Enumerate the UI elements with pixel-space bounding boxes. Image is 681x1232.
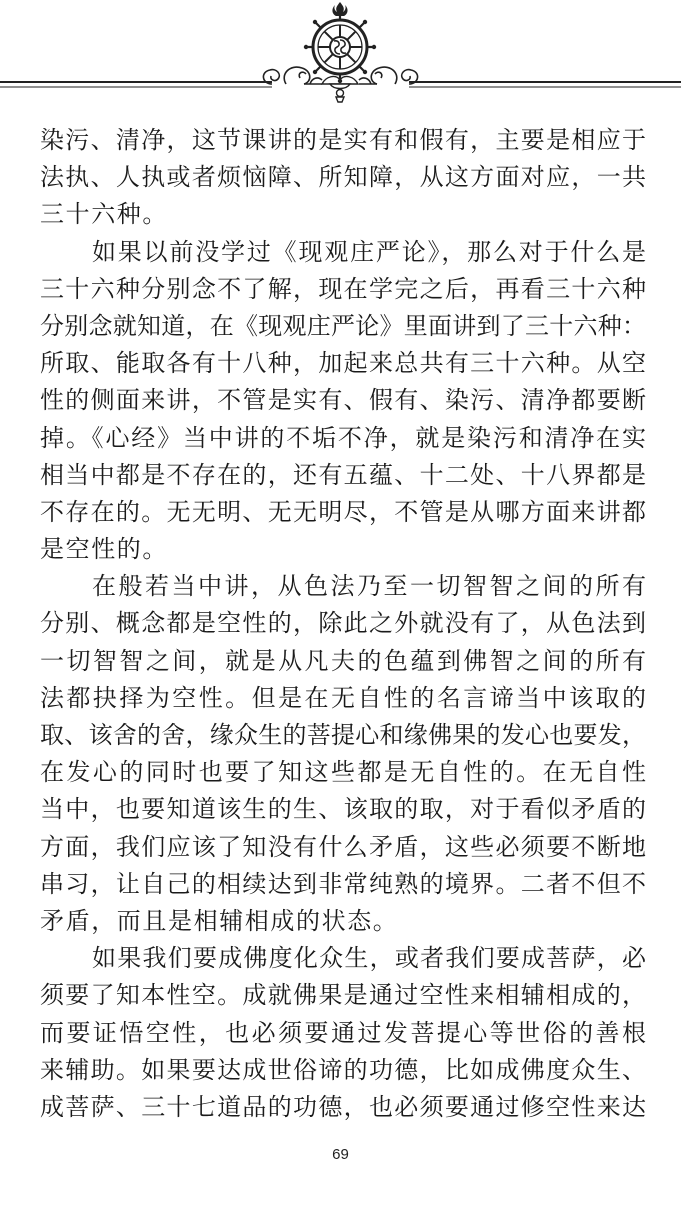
text-line: 成菩萨、三十七道品的功德，也必须要通过修空性来达 (40, 1092, 646, 1121)
text-line: 在般若当中讲，从色法乃至一切智智之间的所有 (92, 572, 646, 601)
text-line: 法执、人执或者烦恼障、所知障，从这方面对应，一共 (40, 163, 646, 192)
text-line: 矛盾，而且是相辅相成的状态。 (40, 906, 399, 935)
text-line: 是空性的。 (40, 535, 168, 564)
page-number: 69 (332, 1146, 349, 1163)
text-line: 不存在的。无无明、无无明尽，不管是从哪方面来讲都 (40, 497, 646, 526)
text-line: 相当中都是不存在的，还有五蕴、十二处、十八界都是 (40, 460, 646, 489)
text-line: 方面，我们应该了知没有什么矛盾，这些必须要不断地 (40, 832, 646, 861)
text-line: 掉。《心经》当中讲的不垢不净，就是染污和清净在实 (40, 423, 646, 452)
text-line: 染污、清净，这节课讲的是实有和假有，主要是相应于 (40, 126, 646, 154)
text-line: 在发心的同时也要了知这些都是无自性的。在无自性 (40, 758, 646, 787)
dharma-wheel-icon (304, 2, 376, 83)
text-line: 如果以前没学过《现观庄严论》，那么对于什么是 (92, 237, 646, 266)
text-line: 取、该舍的舍，缘众生的菩提心和缘佛果的发心也要发， (40, 721, 646, 749)
text-line: 所取、能取各有十八种，加起来总共有三十六种。从空 (40, 349, 646, 378)
text-line: 串习，让自己的相续达到非常纯熟的境界。二者不但不 (40, 869, 646, 898)
text-line: 分别念就知道，在《现观庄严论》里面讲到了三十六种： (40, 311, 646, 340)
text-line: 来辅助。如果要达成世俗谛的功德，比如成佛度众生、 (40, 1055, 646, 1084)
header-ornament (0, 0, 681, 110)
text-line: 三十六种分别念不了解，现在学完之后，再看三十六种 (40, 274, 646, 303)
cloud-right-icon (359, 67, 418, 84)
page-header (0, 0, 681, 110)
text-line: 分别、概念都是空性的，除此之外就没有了，从色法到 (40, 609, 646, 638)
text-line: 须要了知本性空。成就佛果是通过空性来相辅相成的， (40, 981, 646, 1010)
text-line: 三十六种。 (40, 200, 168, 229)
text-line: 而要证悟空性，也必须要通过发菩提心等世俗的善根 (40, 1018, 646, 1047)
body-text (40, 122, 646, 1126)
text-line: 当中，也要知道该生的生、该取的取，对于看似矛盾的 (40, 795, 646, 824)
cloud-left-icon (263, 67, 322, 84)
text-line: 如果我们要成佛度化众生，或者我们要成菩萨，必 (92, 944, 646, 973)
text-line: 法都抉择为空性。但是在无自性的名言谛当中该取的 (40, 683, 646, 712)
text-line: 一切智智之间，就是从凡夫的色蕴到佛智之间的所有 (40, 646, 646, 675)
text-line: 性的侧面来讲，不管是实有、假有、染污、清净都要断 (40, 386, 646, 415)
